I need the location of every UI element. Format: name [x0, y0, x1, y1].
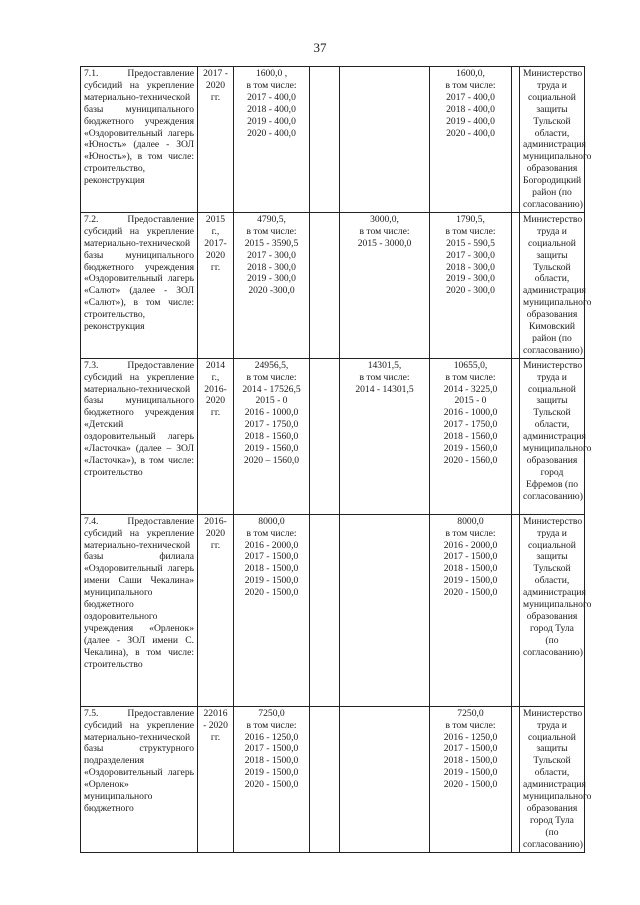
responsible-executor — [520, 706, 592, 852]
amount-line: 2016 - 2000,0 — [443, 539, 498, 551]
federal-funding — [310, 706, 340, 852]
amount-line: 2016 - 1250,0 — [443, 731, 498, 743]
federal-funding — [310, 212, 340, 358]
amount-line: 2016 - 1000,0 — [244, 407, 299, 419]
total-funding — [234, 67, 310, 213]
federal-funding — [310, 67, 340, 213]
amount-line: 2019 - 1500,0 — [244, 575, 299, 587]
amount-line: 2017 - 1500,0 — [443, 551, 498, 563]
responsible-executor-text: Министерство труда и социальной защиты Тульской области, администрация муниципального образования город Ефремов (по согласованию) — [523, 359, 592, 502]
regional-funding — [340, 514, 430, 706]
regional-funding — [340, 358, 430, 514]
amount-line: 24956,5, — [254, 359, 289, 371]
table-row — [81, 706, 585, 852]
amount-line: 2018 - 1500,0 — [443, 563, 498, 575]
federal-funding — [310, 358, 340, 514]
amount-line: 2018 - 300,0 — [446, 261, 495, 273]
amount-line: 2020 – 1560,0 — [243, 455, 300, 466]
implementation-period — [198, 358, 234, 514]
total-funding — [234, 514, 310, 706]
amount-line: 2019 - 1500,0 — [443, 575, 498, 587]
amount-line: в том числе: — [246, 79, 297, 91]
amount-line: 2015 - 0 — [255, 395, 288, 407]
amount-line: 2020 - 400,0 — [247, 127, 296, 139]
amount-line: в том числе: — [246, 225, 297, 237]
amount-line: 2017 - 400,0 — [446, 91, 495, 103]
amount-line: 2017 - 300,0 — [247, 249, 296, 261]
amount-line: в том числе: — [359, 225, 410, 237]
amount-line: 2019 - 1500,0 — [244, 767, 299, 779]
measure-description-text: 7.4. Предоставление субсидий на укрепление материально-технической базы филиала «Оздоровительный лагерь имени Саши Чекалина» муниципального бюджетного оздоровительного учреждения «Орленок» (далее - ЗОЛ имени С. Чекалина), в том числе: строительство — [84, 515, 194, 670]
amount-line: в том числе: — [246, 719, 297, 731]
amount-line: 7250,0 — [457, 707, 484, 719]
other-funding — [512, 358, 520, 514]
amount-line: 1600,0 , — [255, 68, 288, 79]
responsible-executor — [520, 514, 592, 706]
table-body — [81, 67, 592, 853]
table-row — [81, 67, 585, 213]
amount-line: 8000,0 — [457, 515, 484, 527]
measure-description — [81, 67, 198, 213]
amount-line: 2020 - 1560,0 — [443, 455, 498, 466]
amount-line: 2018 - 1560,0 — [244, 431, 299, 443]
amount-line: 2019 - 1500,0 — [443, 767, 498, 779]
measure-description — [81, 358, 198, 514]
amount-line: 2019 - 400,0 — [446, 115, 495, 127]
local-funding — [430, 706, 512, 852]
page-number: 37 — [313, 40, 327, 55]
responsible-executor — [520, 212, 592, 358]
amount-line: 2019 - 1560,0 — [443, 443, 498, 455]
amount-line: 2014 - 3225,0 — [443, 383, 498, 395]
amount-line: 2018 - 300,0 — [247, 261, 296, 273]
implementation-period-text: 2014 г., 2016-2020 гг. — [204, 359, 227, 419]
amount-line: 2017 - 300,0 — [446, 249, 495, 261]
amount-line: 2016 - 1250,0 — [244, 731, 299, 743]
amount-line: 4790,5, — [257, 213, 286, 225]
amount-line: в том числе: — [246, 371, 297, 383]
measure-description-text: 7.5. Предоставление субсидий на укрепление материально-технической базы структурного подразделения «Оздоровительный лагерь «Орленок» муниципального бюджетного — [84, 707, 194, 814]
measure-description-text: 7.3. Предоставление субсидий на укрепление материально-технической базы муниципального бюджетного учреждения «Детский оздоровительный лагерь «Ласточка» (далее – ЗОЛ «Ласточка»), в том числе: строительство — [84, 359, 194, 478]
amount-line: 2018 - 1560,0 — [443, 431, 498, 443]
other-funding — [512, 212, 520, 358]
implementation-period-text: 22016 - 2020 гг. — [203, 707, 228, 743]
amount-line: 2017 - 400,0 — [247, 91, 296, 103]
responsible-executor-text: Министерство труда и социальной защиты Тульской области, администрация муниципального образования город Тула (по согласованию) — [523, 515, 592, 658]
program-measures-table — [80, 66, 592, 853]
amount-line: в том числе: — [246, 527, 297, 539]
amount-line: 10655,0, — [453, 359, 488, 371]
total-funding — [234, 706, 310, 852]
regional-funding — [340, 212, 430, 358]
amount-line: 2015 - 3000,0 — [357, 237, 412, 249]
amount-line: 2020 - 1500,0 — [244, 587, 299, 599]
amount-line: 2017 - 1750,0 — [244, 419, 299, 431]
total-funding — [234, 358, 310, 514]
local-funding — [430, 514, 512, 706]
implementation-period-text: 2017 - 2020 гг. — [203, 68, 228, 103]
implementation-period — [198, 706, 234, 852]
responsible-executor-text: Министерство труда и социальной защиты Тульской области, администрация муниципального образования город Тула (по согласованию) — [523, 707, 592, 850]
amount-line: 2015 - 590,5 — [446, 237, 495, 249]
implementation-period-text: 2015 г., 2017-2020 гг. — [204, 213, 227, 273]
regional-funding — [340, 706, 430, 852]
table-row — [81, 212, 585, 358]
amount-line: 2017 - 1500,0 — [443, 743, 498, 755]
amount-line: 2016 - 1000,0 — [443, 407, 498, 419]
table-row — [81, 514, 585, 706]
amount-line: 2017 - 1750,0 — [443, 419, 498, 431]
amount-line: 2020 - 1500,0 — [443, 587, 498, 599]
amount-line: в том числе: — [445, 719, 496, 731]
table-row — [81, 358, 585, 514]
amount-line: в том числе: — [445, 527, 496, 539]
amount-line: 2015 - 0 — [454, 395, 487, 407]
amount-line: 2019 - 400,0 — [247, 115, 296, 127]
regional-funding — [340, 67, 430, 213]
amount-line: 2014 - 17526,5 — [242, 383, 301, 395]
local-funding — [430, 358, 512, 514]
responsible-executor — [520, 67, 592, 213]
measure-description — [81, 706, 198, 852]
amount-line: 1790,5, — [456, 213, 485, 225]
other-funding — [512, 706, 520, 852]
amount-line: 2018 - 1500,0 — [443, 755, 498, 767]
amount-line: 2020 - 1500,0 — [244, 779, 299, 791]
amount-line: 2020 - 400,0 — [446, 127, 495, 139]
amount-line: в том числе: — [445, 371, 496, 383]
implementation-period — [198, 514, 234, 706]
responsible-executor — [520, 358, 592, 514]
measure-description-text: 7.1. Предоставление субсидий на укрепление материально-технической базы муниципального бюджетного учреждения «Оздоровительный лагерь «Юность» (далее - ЗОЛ «Юность»), в том числе: строительство, реконструкция — [84, 68, 194, 187]
amount-line: 7250,0 — [258, 707, 285, 719]
amount-line: 2017 - 1500,0 — [244, 743, 299, 755]
amount-line: 14301,5, — [367, 359, 402, 371]
amount-line: 2018 - 400,0 — [446, 103, 495, 115]
amount-line: 2020 - 1500,0 — [443, 779, 498, 791]
amount-line: 2018 - 1500,0 — [244, 563, 299, 575]
implementation-period — [198, 67, 234, 213]
amount-line: 2018 - 400,0 — [247, 103, 296, 115]
other-funding — [512, 514, 520, 706]
amount-line: 2018 - 1500,0 — [244, 755, 299, 767]
local-funding — [430, 212, 512, 358]
amount-line: 2017 - 1500,0 — [244, 551, 299, 563]
amount-line: 2020 -300,0 — [248, 285, 295, 297]
amount-line: 1600,0, — [456, 68, 485, 79]
responsible-executor-text: Министерство труда и социальной защиты Тульской области, администрация муниципального образования Кимовский район (по согласованию) — [523, 213, 592, 356]
responsible-executor-text: Министерство труда и социальной защиты Тульской области, администрация муниципального образования Богородицкий район (по согласованию) — [523, 68, 592, 210]
amount-line: 3000,0, — [370, 213, 399, 225]
amount-line: 2019 - 300,0 — [247, 273, 296, 285]
amount-line: 2019 - 1560,0 — [244, 443, 299, 455]
amount-line: 2014 - 14301,5 — [355, 383, 414, 395]
total-funding — [234, 212, 310, 358]
amount-line: 2020 - 300,0 — [446, 285, 495, 297]
implementation-period-text: 2016-2020 гг. — [204, 515, 227, 551]
amount-line: в том числе: — [445, 225, 496, 237]
amount-line: в том числе: — [445, 79, 496, 91]
federal-funding — [310, 514, 340, 706]
amount-line: в том числе: — [359, 371, 410, 383]
measure-description — [81, 212, 198, 358]
amount-line: 2016 - 2000,0 — [244, 539, 299, 551]
implementation-period — [198, 212, 234, 358]
other-funding — [512, 67, 520, 213]
amount-line: 2019 - 300,0 — [446, 273, 495, 285]
measure-description-text: 7.2. Предоставление субсидий на укрепление материально-технической базы муниципального бюджетного учреждения «Оздоровительный лагерь «Салют» (далее - ЗОЛ «Салют»), в том числе: строительство, реконструкция — [84, 213, 194, 333]
amount-line: 8000,0 — [258, 515, 285, 527]
amount-line: 2015 - 3590,5 — [244, 237, 299, 249]
measure-description — [81, 514, 198, 706]
local-funding — [430, 67, 512, 213]
